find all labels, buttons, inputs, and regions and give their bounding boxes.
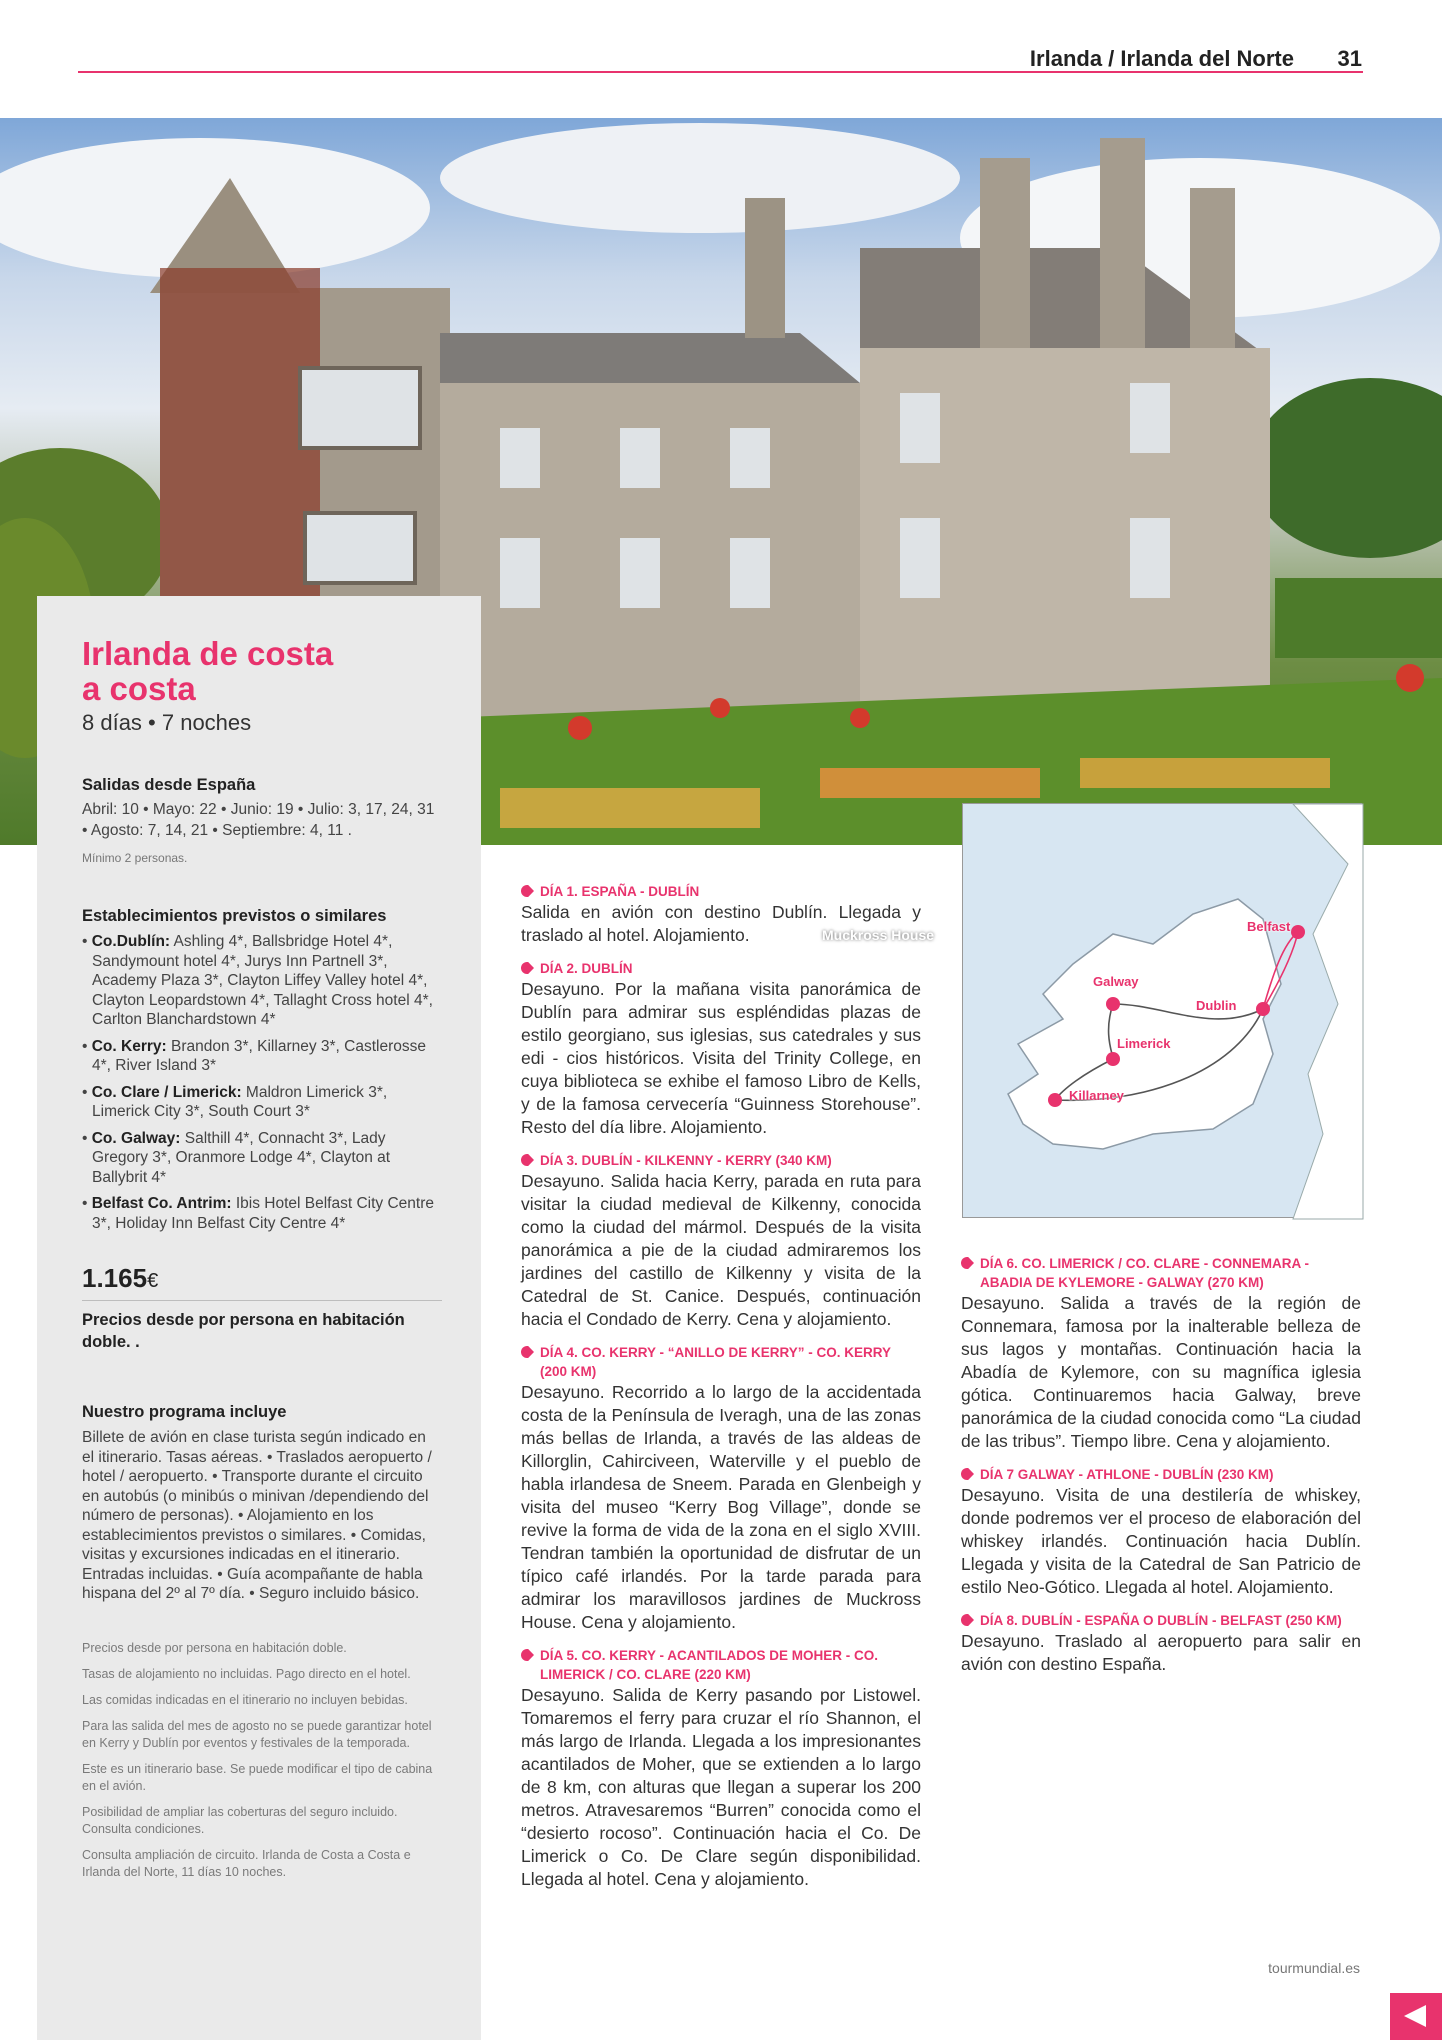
header-divider: [78, 71, 1363, 73]
day-title: DÍA 4. CO. KERRY - “ANILLO DE KERRY” - CO. KERRY (200 KM): [540, 1345, 891, 1379]
price: [82, 1263, 442, 1294]
page-number: 31: [1337, 46, 1362, 71]
photo-caption: Muckross House: [822, 927, 935, 943]
map-label-limerick: Limerick: [1117, 1036, 1171, 1051]
day-text: Desayuno. Visita de una destilería de whiskey, donde podremos ver el proceso de elaboración del whiskey irlandés. Continuación hacia Dublín. Llegada y visita de la Catedral de San Patricio de estilo Neo-Gótico. Llegada al hotel. Alojamiento.: [961, 1485, 1361, 1597]
trip-title-line1: Irlanda de costa: [82, 635, 334, 672]
hotel-item-galway: • Co. Galway: Salthill 4*, Connacht 3*, Lady Gregory 3*, Oranmore Lodge 4*, Clayton at Ballybrit 4*: [82, 1129, 391, 1186]
includes-heading: Nuestro programa incluye: [82, 1403, 287, 1421]
fine-print-notes: [82, 1640, 442, 1881]
day-text: Desayuno. Salida hacia Kerry, parada en ruta para visitar la ciudad medieval de Kilkenny, conocida como la ciudad del mármol. Después de la visita panorámica a pie de la ciudad admiraremos los jardines del castillo de Kilkenny y visita de la Catedral de St. Canice. Después, continuación hacia el Condado de Kerry. Cena y alojamiento.: [521, 1171, 921, 1329]
map-label-galway: Galway: [1093, 974, 1139, 989]
day-title: DÍA 7 GALWAY - ATHLONE - DUBLÍN (230 KM): [980, 1467, 1274, 1482]
day-heading: [521, 882, 921, 901]
itinerary-column-1: [521, 882, 921, 1903]
day-text: Desayuno. Por la mañana visita panorámica de Dublín para admirar sus espléndidas plazas de estilo georgiano, sus iglesias, sus catedrales y sus edi - cios históricos. Visita del Trinity College, en cuya biblioteca se exhibe el famoso Libro de Kells, y de la famosa cervecería “Guinness Storehouse”. Resto del día libre. Alojamiento.: [521, 979, 921, 1137]
hotel-city: Co.Dublín:: [91, 933, 171, 950]
hotel-names: Ashling 4*, Ballsbridge Hotel 4*, Sandymount hotel 4*, Jurys Inn Partnell 3*, Academy Plaza 3*, Clayton Liffey Valley hotel 4*, Clayton Leopardstown 4*, Tallaght Cross hotel 4*, Carlton Blanchardstown 4*: [92, 933, 433, 1028]
day-heading: [521, 1343, 921, 1381]
itinerary-day-7: [961, 1465, 1361, 1599]
day-heading: [961, 1254, 1361, 1292]
bullet-icon: [521, 885, 534, 897]
itinerary-day-6: [961, 1254, 1361, 1453]
bullet-icon: [961, 1468, 974, 1480]
hotel-item-belfast: • Belfast Co. Antrim: Ibis Hotel Belfast City Centre 3*, Holiday Inn Belfast City Centre 4*: [82, 1195, 434, 1232]
note: Este es un itinerario base. Se puede modificar el tipo de cabina en el avión.: [82, 1761, 433, 1793]
hotel-item-clare-limerick: • Co. Clare / Limerick: Maldron Limerick 3*, Limerick City 3*, South Court 3*: [82, 1083, 388, 1120]
price-note: Precios desde por persona en habitación doble. .: [82, 1311, 405, 1351]
itinerary-column-2: [961, 1254, 1361, 1688]
hotel-list: [82, 932, 442, 1233]
itinerary-day-3: [521, 1151, 921, 1331]
hotel-names: Salthill 4*, Connacht 3*, Lady Gregory 3*, Oranmore Lodge 4*, Clayton at Ballybrit 4*: [92, 1129, 391, 1186]
day-text: Salida en avión con destino Dublín. Llegada y traslado al hotel. Alojamiento.: [521, 902, 921, 945]
section-title: Irlanda / Irlanda del Norte: [1029, 46, 1294, 71]
trip-title-line2: a costa: [82, 670, 196, 707]
note: Precios desde por persona en habitación doble.: [82, 1640, 347, 1655]
note: Las comidas indicadas en el itinerario no incluyen bebidas.: [82, 1692, 408, 1707]
bullet-icon: [521, 962, 534, 974]
price-divider: [82, 1300, 442, 1301]
note: Posibilidad de ampliar las coberturas del seguro incluido. Consulta condiciones.: [82, 1804, 398, 1836]
website-link[interactable]: tourmundial.es: [1268, 1960, 1360, 1976]
departures-heading: Salidas desde España: [82, 776, 256, 794]
bullet-icon: [521, 1154, 534, 1166]
day-title: DÍA 6. CO. LIMERICK / CO. CLARE - CONNEMARA - ABADIA DE KYLEMORE - GALWAY (270 KM): [980, 1256, 1309, 1290]
ireland-map: [963, 804, 1363, 1219]
hotel-names: Brandon 3*, Killarney 3*, Castlerosse 4*, River Island 3*: [92, 1037, 427, 1074]
bullet-icon: [961, 1257, 974, 1269]
note: Para las salida del mes de agosto no se puede garantizar hotel en Kerry y Dublín por eventos y festivales de la temporada.: [82, 1718, 432, 1750]
day-title: DÍA 1. ESPAÑA - DUBLÍN: [540, 884, 700, 899]
back-button[interactable]: [1390, 1993, 1442, 2040]
minimum-persons: Mínimo 2 personas.: [82, 851, 188, 865]
route-map: [962, 803, 1362, 1218]
departure-dates: Abril: 10 • Mayo: 22 • Junio: 19 • Julio: 3, 17, 24, 31 • Agosto: 7, 14, 21 • Septiembre: 4, 11 .: [82, 801, 435, 839]
back-arrow-icon: [1404, 2005, 1426, 2027]
hotel-names: Ibis Hotel Belfast City Centre 3*, Holiday Inn Belfast City Centre 4*: [92, 1195, 434, 1232]
trip-duration: 8 días • 7 noches: [82, 710, 252, 735]
day-text: Desayuno. Salida de Kerry pasando por Listowel. Tomaremos el ferry para cruzar el río Shannon, el más largo de Irlanda. Llegada a los impresionantes acantilados de Moher, que se extienden a lo largo de 8 km, con alturas que llegan a superar los 200 metros. Atravesaremos “Burren” conocida como el “desierto rocoso”. Continuación hacia el Co. De Limerick o Co. De Clare según disponibilidad. Llegada al hotel. Cena y alojamiento.: [521, 1685, 921, 1889]
includes-text: Billete de avión en clase turista según indicado en el itinerario. Tasas aéreas. • Traslados aeropuerto / hotel / aeropuerto. • Transporte durante el circuito en autobús (o minibús o minivan /dependiendo del número de personas). • Alojamiento en los establecimientos previstos o similares. • Comidas, visitas y excursiones indicadas en el itinerario. Entradas incluidas. • Guía acompañante de habla hispana del 2º al 7º día. • Seguro incluido básico.: [82, 1429, 432, 1602]
price-value: 1.165: [82, 1263, 148, 1293]
map-label-dublin: Dublin: [1196, 998, 1237, 1013]
hotel-names: Maldron Limerick 3*, Limerick City 3*, South Court 3*: [92, 1083, 388, 1120]
bullet-icon: [521, 1649, 534, 1661]
hotel-city: Belfast Co. Antrim:: [91, 1195, 232, 1212]
itinerary-day-5: [521, 1646, 921, 1891]
note: Tasas de alojamiento no incluidas. Pago directo en el hotel.: [82, 1666, 411, 1681]
itinerary-day-1: [521, 882, 921, 947]
day-heading: [521, 959, 921, 978]
itinerary-day-2: [521, 959, 921, 1139]
bullet-icon: [521, 1346, 534, 1358]
itinerary-day-4: [521, 1343, 921, 1634]
map-label-belfast: Belfast: [1247, 919, 1291, 934]
itinerary-day-8: [961, 1611, 1361, 1676]
hotel-city: Co. Galway:: [91, 1129, 181, 1147]
day-heading: [521, 1646, 921, 1684]
day-text: Desayuno. Salida a través de la región de Connemara, famosa por la inalterable belleza de sus lagos y montañas. Continuación hacia la Abadía de Kylemore, con su magnífica iglesia gótica. Continuaremos hacia Galway, breve panorámica de la ciudad conocida como “La ciudad de las tribus”. Tiempo libre. Cena y alojamiento.: [961, 1293, 1361, 1451]
day-title: DÍA 8. DUBLÍN - ESPAÑA O DUBLÍN - BELFAST (250 KM): [980, 1613, 1342, 1628]
map-label-killarney: Killarney: [1069, 1088, 1124, 1103]
hotels-heading: Establecimientos previstos o similares: [82, 907, 387, 925]
day-heading: [961, 1465, 1361, 1484]
day-heading: [521, 1151, 921, 1170]
price-currency: €: [147, 1270, 159, 1292]
hotel-city: Co. Clare / Limerick:: [91, 1083, 242, 1101]
day-title: DÍA 2. DUBLÍN: [540, 961, 633, 976]
trip-title: [82, 636, 442, 706]
day-title: DÍA 3. DUBLÍN - KILKENNY - KERRY (340 KM): [540, 1153, 832, 1168]
note: Consulta ampliación de circuito. Irlanda de Costa a Costa e Irlanda del Norte, 11 días 10 noches.: [82, 1847, 411, 1879]
hotel-item-dublin: • Co.Dublín: Ashling 4*, Ballsbridge Hotel 4*, Sandymount hotel 4*, Jurys Inn Partnell 3*, Academy Plaza 3*, Clayton Liffey Valley hotel 4*, Clayton Leopardstown 4*, Tallaght Cross hotel 4*, Carlton Blanchardstown 4*: [82, 933, 433, 1028]
day-text: Desayuno. Traslado al aeropuerto para salir en avión con destino España.: [961, 1631, 1361, 1674]
bullet-icon: [961, 1614, 974, 1626]
trip-summary-panel: [37, 596, 481, 2040]
hotel-item-kerry: • Co. Kerry: Brandon 3*, Killarney 3*, Castlerosse 4*, River Island 3*: [82, 1037, 427, 1074]
day-text: Desayuno. Recorrido a lo largo de la accidentada costa de la Península de Iveragh, una de las zonas más bellas de Irlanda, a través de las aldeas de Killorglin, Cahirciveen, Waterville y el pueblo de habla irlandesa de Sneem. Parada en Glenbeigh y visita del museo “Kerry Bog Village”, donde se revive la forma de vida de la zona en el siglo XVIII. Tendran también la oportunidad de disfrutar de un típico café irlandés. Por la tarde parada para admirar los maravillosos jardines de Muckross House. Cena y alojamiento.: [521, 1382, 921, 1632]
day-heading: [961, 1611, 1361, 1630]
day-title: DÍA 5. CO. KERRY - ACANTILADOS DE MOHER - CO. LIMERICK / CO. CLARE (220 KM): [540, 1648, 879, 1682]
hotel-city: Co. Kerry:: [91, 1037, 167, 1055]
